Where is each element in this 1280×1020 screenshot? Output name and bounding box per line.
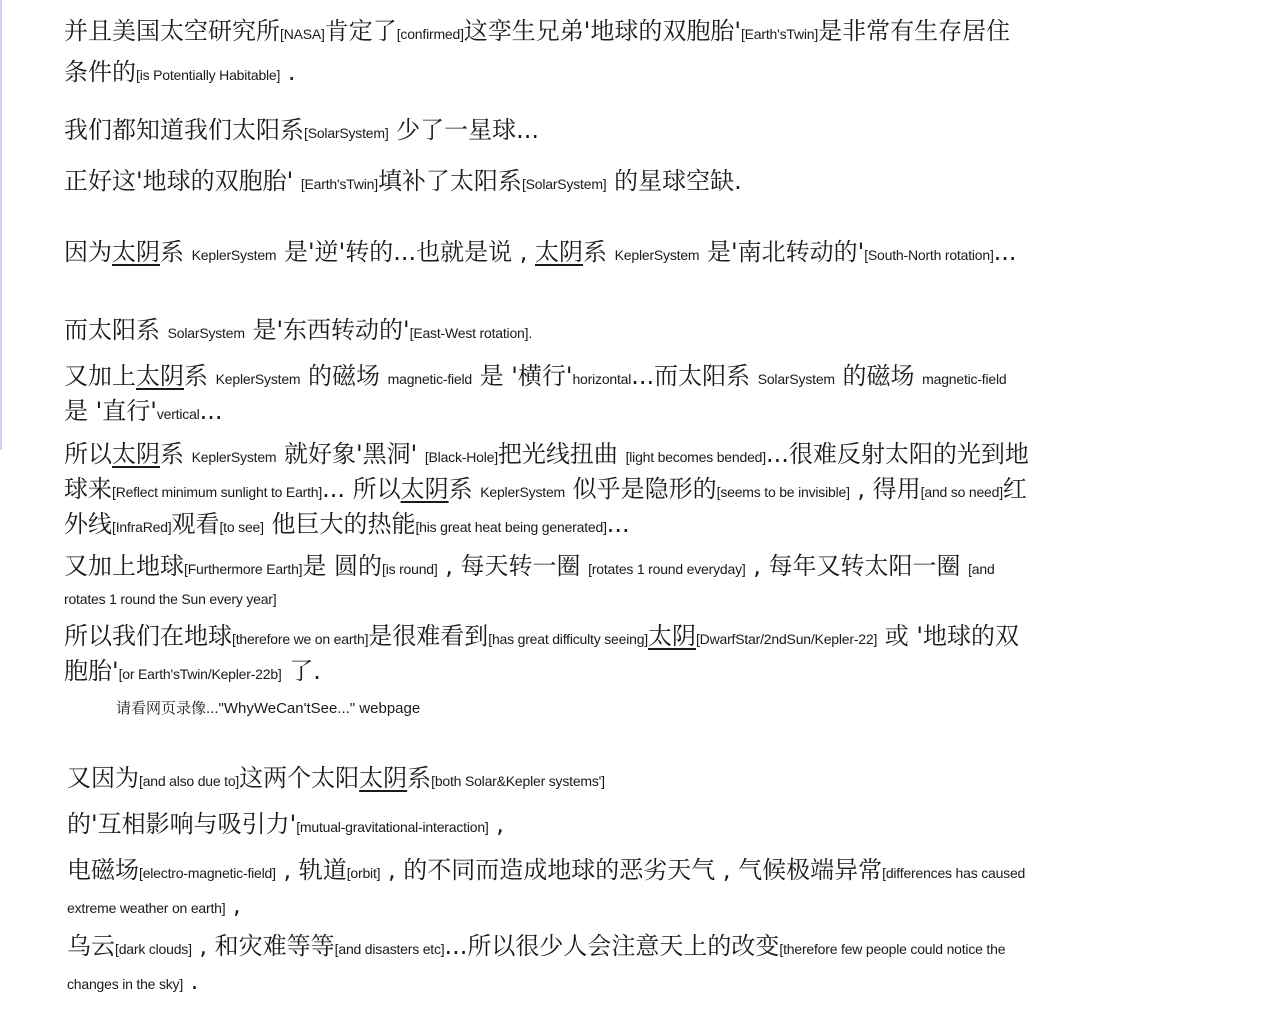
- chinese-text: ...: [993, 238, 1017, 266]
- chinese-text: ,: [488, 810, 504, 838]
- chinese-text: 少了一星球...: [388, 116, 540, 144]
- chinese-text: 肯定了: [324, 17, 397, 45]
- note-prefix: 请看网页录像: [116, 699, 207, 717]
- chinese-text: 是非常有生存居住条件的: [64, 17, 1011, 86]
- english-annotation: vertical: [156, 406, 200, 422]
- chinese-text: 并且美国太空研究所: [64, 17, 280, 45]
- chinese-text: 系: [583, 238, 615, 266]
- chinese-text: 这孪生兄弟'地球的双胞胎': [463, 17, 741, 45]
- chinese-text: 所以我们在地球: [64, 622, 232, 650]
- english-annotation: [both Solar&Kepler systems']: [431, 773, 605, 789]
- chinese-text: 的'互相影响与吸引力': [67, 810, 297, 838]
- chinese-text: , 的不同而造成地球的恶劣天气 , 气候极端异常: [380, 856, 883, 884]
- chinese-text: 的磁场: [300, 362, 388, 390]
- chinese-text: 又加上地球: [64, 552, 184, 580]
- english-annotation: [mutual-gravitational-interaction]: [296, 819, 489, 835]
- english-annotation: [seems to be invisible]: [716, 484, 850, 500]
- chinese-text: 又加上: [64, 362, 136, 390]
- paragraph-earth-twin-fills-gap: [64, 165, 1034, 200]
- chinese-text: 红外线: [64, 475, 1027, 538]
- paragraph-extreme-weather: [67, 854, 1037, 924]
- english-annotation: [Earth'sTwin]: [740, 26, 819, 42]
- english-annotation: [SolarSystem]: [521, 176, 607, 192]
- chinese-text: 系: [160, 238, 192, 266]
- paragraph-mutual-gravity: [67, 808, 1037, 843]
- english-annotation: [Earth'sTwin]: [300, 176, 378, 192]
- chinese-text: ...: [606, 510, 630, 538]
- chinese-text: ,: [225, 891, 241, 919]
- paragraph-earth-round-rotation: [64, 553, 1034, 613]
- chinese-text: 这两个太阳: [239, 764, 360, 792]
- paragraph-both-systems: [67, 762, 1037, 797]
- english-annotation: KeplerSystem: [191, 247, 277, 263]
- english-annotation: [therefore we on earth]: [232, 631, 369, 647]
- paragraph-kepler-reverse-rotation: [64, 236, 1034, 272]
- chinese-text: 系: [184, 362, 216, 390]
- english-annotation: [his great heat being generated]: [415, 519, 607, 535]
- english-annotation: magnetic-field: [922, 371, 1007, 387]
- english-annotation: [DwarfStar/2ndSun/Kepler-22]: [695, 631, 878, 647]
- english-annotation: [Reflect minimum sunlight to Earth]: [112, 484, 323, 500]
- chinese-text: 是'东西转动的': [244, 316, 410, 344]
- chinese-text: 是 '横行': [472, 362, 573, 390]
- paragraph-hard-to-see: [64, 620, 1034, 690]
- chinese-text: 了.: [281, 657, 321, 685]
- chinese-text: 似乎是隐形的: [565, 475, 717, 503]
- english-annotation: KeplerSystem: [191, 449, 277, 465]
- underlined-term: 太阴: [112, 238, 160, 266]
- underlined-term: 太阴: [400, 475, 449, 503]
- english-annotation: SolarSystem: [757, 371, 835, 387]
- english-annotation: KeplerSystem: [614, 247, 700, 263]
- chinese-text: 就好象'黑洞': [276, 440, 425, 468]
- chinese-text: 系: [160, 440, 192, 468]
- webpage-recording-note: [116, 698, 420, 719]
- chinese-text: , 和灾难等等: [191, 932, 335, 960]
- chinese-text: , 轨道: [275, 856, 347, 884]
- chinese-text: 乌云: [67, 932, 115, 960]
- underlined-term: 太阴: [647, 622, 696, 650]
- english-annotation: [South-North rotation]: [864, 247, 994, 263]
- chinese-text: 系: [448, 475, 481, 503]
- chinese-text: 正好这'地球的双胞胎': [64, 167, 301, 195]
- english-annotation: [Furthermore Earth]: [184, 561, 303, 577]
- chinese-text: 或 '地球的双胞胎': [64, 622, 1020, 685]
- chinese-text: .: [183, 967, 199, 995]
- chinese-text: , 每天转一圈: [437, 552, 589, 580]
- page-margin-rule: [0, 0, 2, 450]
- chinese-text: 是很难看到: [368, 622, 489, 650]
- english-annotation: [has great difficulty seeing]: [488, 631, 648, 647]
- english-annotation: [is round]: [382, 561, 438, 577]
- english-annotation: [NASA]: [280, 26, 325, 42]
- chinese-text: ...: [199, 397, 223, 425]
- chinese-text: 我们都知道我们太阳系: [64, 116, 304, 144]
- chinese-text: 填补了太阳系: [377, 167, 522, 195]
- chinese-text: 的星球空缺.: [606, 167, 742, 195]
- paragraph-magnetic-field: [64, 360, 1034, 430]
- english-annotation: [or Earth'sTwin/Kepler-22b]: [118, 666, 282, 682]
- chinese-text: ...而太阳系: [631, 362, 758, 390]
- english-annotation: [and also due to]: [139, 773, 240, 789]
- paragraph-solar-system-missing-planet: [64, 114, 1034, 149]
- chinese-text: .: [280, 58, 296, 86]
- chinese-text: 是'逆'转的...也就是说 ,: [276, 238, 535, 266]
- chinese-text: ...所以很少人会注意天上的改变: [444, 932, 780, 960]
- chinese-text: 观看: [171, 510, 220, 538]
- english-annotation: [confirmed]: [396, 26, 464, 42]
- english-annotation: [to see]: [219, 519, 264, 535]
- english-annotation: [SolarSystem]: [304, 125, 389, 141]
- english-annotation: horizontal: [572, 371, 632, 387]
- english-annotation: [electro-magnetic-field]: [139, 865, 276, 881]
- chinese-text: ...很难反射太阳的光到地球来: [64, 440, 1029, 503]
- underlined-term: 太阴: [136, 362, 184, 390]
- paragraph-black-hole-invisible: [64, 438, 1034, 543]
- english-annotation: [rotates 1 round everyday]: [588, 561, 746, 577]
- paragraph-solar-east-west: [64, 314, 1034, 349]
- english-annotation: magnetic-field: [387, 371, 473, 387]
- english-annotation: [and so need]: [920, 484, 1003, 500]
- paragraph-dark-clouds: [67, 930, 1037, 1000]
- underlined-term: 太阴: [112, 440, 160, 468]
- english-annotation: [InfraRed]: [112, 519, 172, 535]
- chinese-text: , 得用: [849, 475, 921, 503]
- english-annotation: KeplerSystem: [480, 484, 565, 500]
- chinese-text: 是 '直行': [64, 397, 157, 425]
- chinese-text: 因为: [64, 238, 112, 266]
- english-annotation: [and rotates 1 round the Sun every year]: [64, 561, 995, 607]
- chinese-text: 把光线扭曲: [497, 440, 626, 468]
- underlined-term: 太阴: [359, 764, 408, 792]
- chinese-text: 又因为: [67, 764, 139, 792]
- chinese-text: 所以: [64, 440, 112, 468]
- english-annotation: [East-West rotation].: [409, 325, 533, 341]
- chinese-text: 的磁场: [834, 362, 923, 390]
- english-annotation: [differences has caused extreme weather on earth]: [67, 865, 1026, 916]
- paragraph-nasa-confirmed: [64, 12, 1034, 94]
- chinese-text: 系: [407, 764, 432, 792]
- chinese-text: , 每年又转太阳一圈: [745, 552, 969, 580]
- english-annotation: [Black-Hole]: [424, 449, 498, 465]
- english-annotation: SolarSystem: [167, 325, 245, 341]
- chinese-text: 电磁场: [67, 856, 139, 884]
- chinese-text: 而太阳系: [64, 316, 168, 344]
- underlined-term: 太阴: [535, 238, 583, 266]
- english-annotation: [and disasters etc]: [334, 941, 445, 957]
- english-annotation: [therefore few people could notice the changes in the sky]: [67, 941, 1006, 992]
- english-annotation: [dark clouds]: [115, 941, 192, 957]
- chinese-text: ... 所以: [322, 475, 401, 503]
- english-annotation: [light becomes bended]: [625, 449, 766, 465]
- english-annotation: [is Potentially Habitable]: [136, 67, 281, 83]
- english-annotation: KeplerSystem: [215, 371, 301, 387]
- chinese-text: 是'南北转动的': [699, 238, 865, 266]
- chinese-text: 是 圆的: [302, 552, 382, 580]
- note-text: ..."WhyWeCan'tSee..." webpage: [206, 700, 421, 717]
- english-annotation: [orbit]: [346, 865, 381, 881]
- chinese-text: 他巨大的热能: [263, 510, 416, 538]
